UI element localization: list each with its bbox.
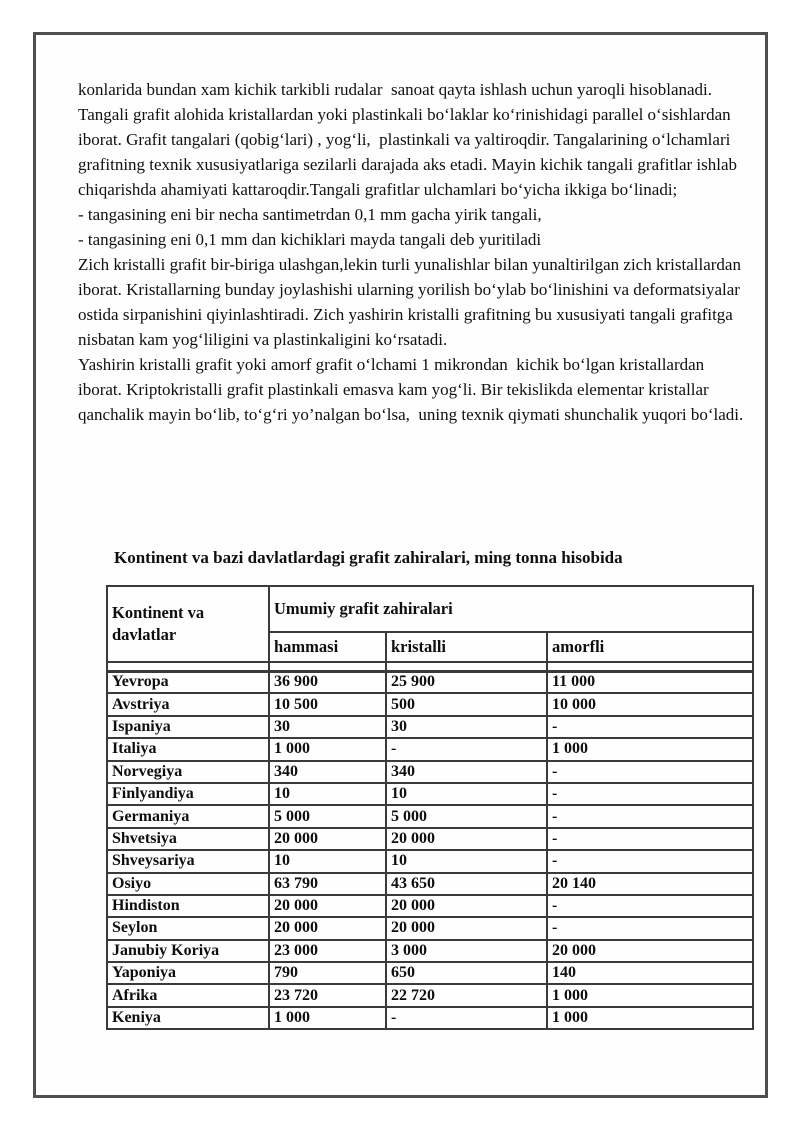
value-cell: 3 000 [386, 940, 547, 962]
paragraph: Yashirin kristalli grafit yoki amorf grafit o‘lchami 1 mikrondan kichik bo‘lgan kristallardan iborat. Kriptokristalli grafit plastinkali emasva kam yog‘li. Bir tekislikda elementar kristallar qanchalik mayin bo‘lib, to‘g‘ri yo’nalgan bo‘lsa, uning texnik qiymati shunchalik yuqori bo‘ladi. [78, 355, 744, 424]
value-cell: 20 000 [269, 828, 386, 850]
value-cell: 10 [386, 850, 547, 872]
table-row [107, 895, 753, 917]
value-cell: 20 140 [547, 873, 753, 895]
value-cell: 650 [386, 962, 547, 984]
document-content [78, 77, 746, 1027]
paragraph: - tangasining eni 0,1 mm dan kichiklari mayda tangali deb yuritiladi [78, 230, 542, 249]
value-cell: 20 000 [386, 828, 547, 850]
row-label-cell: Seylon [107, 917, 269, 939]
table-header-row-group [107, 586, 753, 632]
column-header-kristalli: kristalli [386, 632, 547, 662]
paragraph: - tangasining eni bir necha santimetrdan 0,1 mm gacha yirik tangali, [78, 205, 542, 224]
value-cell: 23 720 [269, 984, 386, 1006]
table-row [107, 738, 753, 760]
row-label-cell: Shveysariya [107, 850, 269, 872]
row-label-cell: Germaniya [107, 805, 269, 827]
value-cell: - [386, 1007, 547, 1029]
value-cell: - [547, 850, 753, 872]
value-cell: - [547, 917, 753, 939]
graphite-reserves-table [106, 585, 754, 1030]
value-cell: 30 [386, 716, 547, 738]
table-row [107, 850, 753, 872]
paragraph: Tangali grafit alohida kristallardan yoki plastinkali bo‘laklar ko‘rinishidagi parallel o‘sishlardan iborat. Grafit tangalari (qobig‘lari) , yog‘li, plastinkali va yaltiroqdir. Tangalarining o‘lchamlari grafitning texnik xususiyatlariga sezilarli darajada aks etadi. Mayin kichik tangali grafitlar ishlab chiqarishda ahamiyati kattaroqdir.Tangali grafitlar ulchamlari bo‘yicha ikkiga bo‘linadi; [78, 105, 742, 199]
column-header-hammasi: hammasi [269, 632, 386, 662]
value-cell: 790 [269, 962, 386, 984]
table-row [107, 761, 753, 783]
value-cell: 20 000 [269, 895, 386, 917]
table-row [107, 962, 753, 984]
row-label-cell: Finlyandiya [107, 783, 269, 805]
value-cell: 1 000 [269, 1007, 386, 1029]
value-cell: 140 [547, 962, 753, 984]
value-cell: 30 [269, 716, 386, 738]
row-label-cell: Osiyo [107, 873, 269, 895]
table-body [107, 671, 753, 1029]
table-row [107, 873, 753, 895]
column-header-umumiy-grafit-zahiralari: Umumiy grafit zahiralari [269, 586, 753, 632]
value-cell: 20 000 [386, 895, 547, 917]
paragraph: Zich kristalli grafit bir-biriga ulashgan,lekin turli yunalishlar bilan yunaltirilgan zich kristallardan iborat. Kristallarning bunday joylashishi ularning yorilish bo‘ylab bo‘linishini va deformatsiyalar ostida sirpanishini qiyinlashtiradi. Zich yashirin kristalli grafitning bu xususiyati tangali grafitga nisbatan kam yog‘liligini va plastinkaligini ko‘rsatadi. [78, 255, 746, 349]
value-cell: - [547, 761, 753, 783]
value-cell: 36 900 [269, 671, 386, 693]
row-label-cell: Norvegiya [107, 761, 269, 783]
spacer-cell [107, 662, 269, 671]
value-cell: 20 000 [547, 940, 753, 962]
column-header-amorfli: amorfli [547, 632, 753, 662]
row-label-cell: Yevropa [107, 671, 269, 693]
value-cell: 5 000 [269, 805, 386, 827]
row-label-cell: Shvetsiya [107, 828, 269, 850]
value-cell: 10 [269, 783, 386, 805]
table-row [107, 693, 753, 715]
spacer-cell [547, 662, 753, 671]
table-row [107, 917, 753, 939]
spacer-cell [386, 662, 547, 671]
body-text [78, 77, 746, 427]
table-row [107, 805, 753, 827]
value-cell: 63 790 [269, 873, 386, 895]
value-cell: 10 [386, 783, 547, 805]
value-cell: - [386, 738, 547, 760]
table-row [107, 940, 753, 962]
table-row [107, 783, 753, 805]
value-cell: - [547, 783, 753, 805]
row-label-cell: Hindiston [107, 895, 269, 917]
row-label-cell: Italiya [107, 738, 269, 760]
row-label-cell: Avstriya [107, 693, 269, 715]
value-cell: 22 720 [386, 984, 547, 1006]
table-row [107, 671, 753, 693]
value-cell: 10 [269, 850, 386, 872]
spacer-cell [269, 662, 386, 671]
value-cell: 5 000 [386, 805, 547, 827]
value-cell: 25 900 [386, 671, 547, 693]
value-cell: 20 000 [386, 917, 547, 939]
row-label-cell: Yaponiya [107, 962, 269, 984]
table-row [107, 828, 753, 850]
value-cell: 340 [269, 761, 386, 783]
table-row [107, 1007, 753, 1029]
value-cell: 1 000 [547, 738, 753, 760]
value-cell: 23 000 [269, 940, 386, 962]
value-cell: 1 000 [547, 1007, 753, 1029]
value-cell: 10 500 [269, 693, 386, 715]
value-cell: - [547, 805, 753, 827]
page-border-frame [33, 32, 768, 1098]
value-cell: - [547, 895, 753, 917]
value-cell: 10 000 [547, 693, 753, 715]
row-label-cell: Ispaniya [107, 716, 269, 738]
row-label-cell: Afrika [107, 984, 269, 1006]
value-cell: 20 000 [269, 917, 386, 939]
row-label-cell: Keniya [107, 1007, 269, 1029]
value-cell: 43 650 [386, 873, 547, 895]
value-cell: 1 000 [547, 984, 753, 1006]
table-row [107, 984, 753, 1006]
value-cell: 11 000 [547, 671, 753, 693]
table-title: Kontinent va bazi davlatlardagi grafit zahiralari, ming tonna hisobida [114, 548, 623, 567]
value-cell: 1 000 [269, 738, 386, 760]
value-cell: 340 [386, 761, 547, 783]
value-cell: 500 [386, 693, 547, 715]
table-row [107, 716, 753, 738]
column-header-kontinent-va-davlatlar: Kontinent va davlatlar [107, 586, 269, 662]
value-cell: - [547, 716, 753, 738]
row-label-cell: Janubiy Koriya [107, 940, 269, 962]
paragraph: konlarida bundan xam kichik tarkibli rudalar sanoat qayta ishlash uchun yaroqli hisoblanadi. [78, 80, 713, 99]
value-cell: - [547, 828, 753, 850]
table-spacer-row [107, 662, 753, 671]
